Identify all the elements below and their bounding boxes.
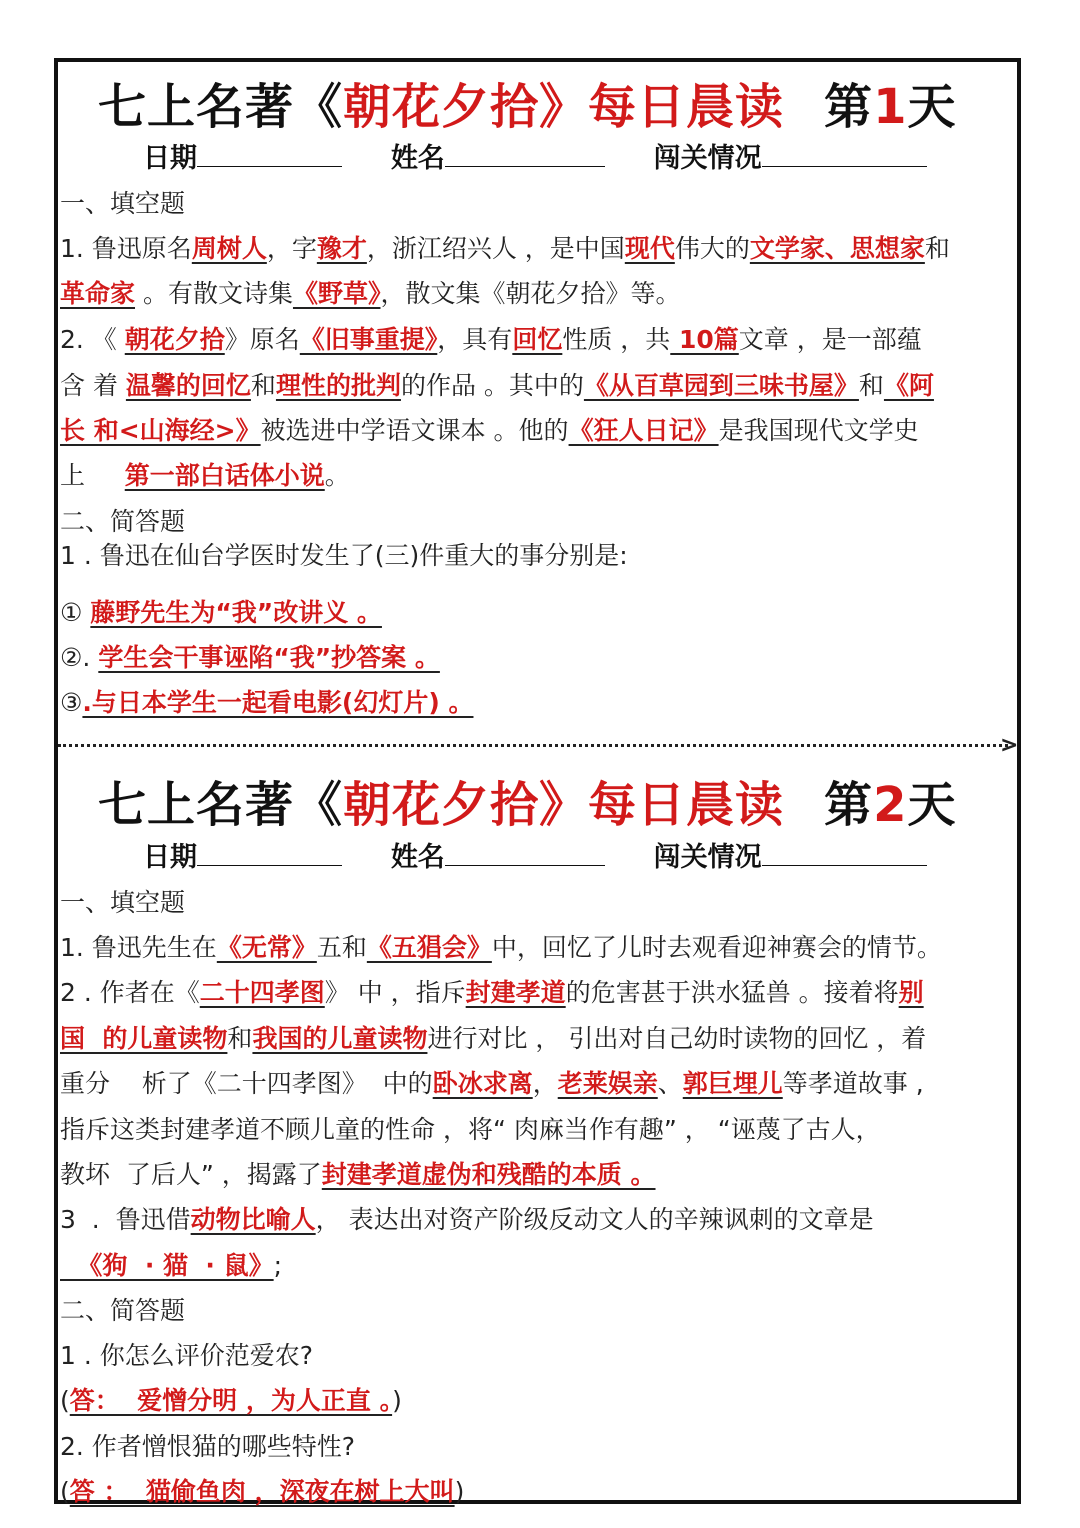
text: 文章 ，是一部蕴 <box>738 325 922 354</box>
day2-q3-line1 <box>60 1200 874 1236</box>
day2-q2-line1 <box>60 973 924 1009</box>
text: 的危害甚于洪水猛兽 。接着将 <box>565 978 899 1007</box>
answer: .与日本学生一起看电影(幻灯片) 。 <box>82 688 474 717</box>
day2-title <box>98 766 956 835</box>
answer: 《野草》 <box>292 279 381 308</box>
answer: 《狗 · 猫 · 鼠》 <box>60 1251 274 1280</box>
answer: 10篇 <box>670 325 739 354</box>
title-day-suffix: 天 <box>907 777 957 833</box>
day2-answer5 <box>60 1472 464 1508</box>
answer: 《从百草园到三味书屋》 <box>583 371 859 400</box>
status-label: 闯关情况 <box>653 842 762 873</box>
answer: 国 的儿童读物 <box>60 1024 228 1053</box>
day1-q1-line1 <box>60 229 950 265</box>
day2-q5: 2. 作者憎恨猫的哪些特性? <box>60 1432 356 1461</box>
answer: 《无常》 <box>216 933 317 962</box>
day1-section-fill: 一、填空题 <box>60 189 186 218</box>
name-label: 姓名 <box>390 842 445 873</box>
answer: 《阿 <box>883 371 934 400</box>
text: 伟大的 <box>674 234 750 263</box>
text: 等孝道故事 , <box>782 1069 924 1098</box>
answer: 周树人 <box>191 234 267 263</box>
text: ) <box>454 1477 465 1506</box>
text: ，散文集《朝花夕拾》等。 <box>380 279 681 308</box>
title-day-prefix: 第 <box>824 79 874 135</box>
title-day-number: 1 <box>873 79 908 135</box>
day2-q2-line5 <box>60 1155 656 1191</box>
name-label: 姓名 <box>390 143 445 174</box>
text: 重分 析了《二十四孝图》 中的 <box>60 1069 433 1098</box>
answer: 朝花夕拾 <box>124 325 225 354</box>
answer: 封建孝道 <box>465 978 566 1007</box>
text: ( <box>60 1386 70 1415</box>
answer: 动物比喻人 <box>190 1205 316 1234</box>
date-blank[interactable] <box>197 841 342 866</box>
day1-q1-line2 <box>60 274 681 310</box>
text: 和 <box>250 371 276 400</box>
text: 被选进中学语文课本 。他的 <box>260 416 569 445</box>
text: 2. 《 <box>60 325 125 354</box>
answer: 革命家 <box>60 279 136 308</box>
status-label: 闯关情况 <box>653 143 762 174</box>
text: ， <box>532 1069 558 1098</box>
title-book: 朝花夕拾 <box>343 79 540 135</box>
answer: 文学家、思想家 <box>749 234 925 263</box>
day1-title <box>98 68 956 137</box>
text: ，浙江绍兴人 ，是中国 <box>366 234 625 263</box>
day1-answer3 <box>60 683 473 719</box>
text: ) <box>392 1386 402 1415</box>
arrow-right-icon: > <box>1000 733 1019 758</box>
date-label: 日期 <box>143 842 197 873</box>
day1-answer1 <box>60 593 382 629</box>
day2-q1 <box>60 928 942 964</box>
text: ，字 <box>266 234 317 263</box>
name-blank[interactable] <box>445 142 605 167</box>
day2-section-short: 二、简答题 <box>60 1296 186 1325</box>
day2-q4: 1 . 你怎么评价范爱农? <box>60 1341 314 1370</box>
dotted-divider <box>58 744 1008 747</box>
answer: 《五猖会》 <box>366 933 492 962</box>
answer: 答 ： 猫偷鱼肉 ，深夜在树上大叫 <box>69 1477 455 1506</box>
text: ②. <box>60 643 99 672</box>
text: 和 <box>858 371 884 400</box>
answer: 藤野先生为“我”改讲义 。 <box>90 598 382 627</box>
title-suffix: 》每日晨读 <box>539 777 785 833</box>
text: 中，回忆了儿时去观看迎神赛会的情节。 <box>491 933 942 962</box>
day2-answer4 <box>60 1381 402 1417</box>
answer: 卧冰求离 <box>432 1069 533 1098</box>
text: 。 <box>324 461 350 490</box>
answer: 第一部白话体小说 <box>124 461 325 490</box>
answer: 学生会干事诬陷“我”抄答案 。 <box>98 643 440 672</box>
status-blank[interactable] <box>762 142 927 167</box>
title-day-suffix: 天 <box>907 79 957 135</box>
text: 五和 <box>316 933 367 962</box>
status-blank[interactable] <box>762 841 927 866</box>
answer: 《狂人日记》 <box>568 416 719 445</box>
answer: 回忆 <box>512 325 563 354</box>
text: 和 <box>227 1024 253 1053</box>
text: ， 表达出对资产阶级反动文人的辛辣讽刺的文章是 <box>315 1205 874 1234</box>
text: ，具有 <box>437 325 513 354</box>
day1-q2-line1 <box>60 320 922 356</box>
text: ( <box>60 1477 70 1506</box>
day2-q3-line2 <box>60 1246 282 1282</box>
answer: 长 和<山海经>》 <box>60 416 261 445</box>
title-book: 朝花夕拾 <box>343 777 540 833</box>
answer: 封建孝道虚伪和残酷的本质 。 <box>321 1160 656 1189</box>
text: 1. 鲁迅原名 <box>60 234 192 263</box>
text: ① <box>60 598 91 627</box>
day1-answer2 <box>60 638 440 674</box>
answer: 《旧事重提》 <box>299 325 438 354</box>
text: 是我国现代文学史 <box>718 416 919 445</box>
text: 含 着 <box>60 371 126 400</box>
text: 的作品 。其中的 <box>400 371 584 400</box>
text: 上 <box>60 461 125 490</box>
title-prefix: 七上名著《 <box>98 79 344 135</box>
title-day-prefix: 第 <box>824 777 874 833</box>
text: ; <box>273 1251 283 1280</box>
text: 3 . 鲁迅借 <box>60 1205 191 1234</box>
text: 2 . 作者在《 <box>60 978 200 1007</box>
text: 进行对比 ， 引出对自己幼时读物的回忆 ，着 <box>427 1024 927 1053</box>
day2-q2-line4: 指斥这类封建孝道不顾儿童的性命 ，将“ 肉麻当作有趣” ， “诬蔑了古人， <box>60 1115 881 1144</box>
text: 1. 鲁迅先生在 <box>60 933 217 962</box>
day2-section-fill: 一、填空题 <box>60 888 186 917</box>
title-prefix: 七上名著《 <box>98 777 344 833</box>
day1-meta-row <box>143 136 927 175</box>
answer: 温馨的回忆 <box>125 371 251 400</box>
day2-meta-row <box>143 835 927 874</box>
text: 教坏 了后人” ，揭露了 <box>60 1160 322 1189</box>
text: 和 <box>924 234 950 263</box>
answer: 老莱娱亲 <box>557 1069 658 1098</box>
day2-q2-line3 <box>60 1064 924 1100</box>
title-suffix: 》每日晨读 <box>539 79 785 135</box>
answer: 答： 爱憎分明 ，为人正直 。 <box>69 1386 393 1415</box>
day1-q2-line2 <box>60 366 934 402</box>
answer: 别 <box>898 978 924 1007</box>
text: 。有散文诗集 <box>135 279 293 308</box>
text: 、 <box>657 1069 683 1098</box>
name-blank[interactable] <box>445 841 605 866</box>
text: 性质 ，共 <box>562 325 671 354</box>
text: 》 中 ，指斥 <box>324 978 466 1007</box>
title-day-number: 2 <box>873 777 908 833</box>
answer: 我国的儿童读物 <box>252 1024 428 1053</box>
date-blank[interactable] <box>197 142 342 167</box>
answer: 豫才 <box>316 234 367 263</box>
answer: 现代 <box>624 234 675 263</box>
text: 》原名 <box>224 325 300 354</box>
day1-q2-line3 <box>60 411 919 447</box>
answer: 郭巨埋儿 <box>682 1069 783 1098</box>
day1-q3: 1 . 鲁迅在仙台学医时发生了(三)件重大的事分别是: <box>60 541 628 570</box>
day1-q2-line4 <box>60 456 350 492</box>
answer: 理性的批判 <box>275 371 401 400</box>
text: ③ <box>60 688 83 717</box>
day1-section-short: 二、简答题 <box>60 507 186 536</box>
answer: 二十四孝图 <box>199 978 325 1007</box>
date-label: 日期 <box>143 143 197 174</box>
day2-q2-line2 <box>60 1019 926 1055</box>
